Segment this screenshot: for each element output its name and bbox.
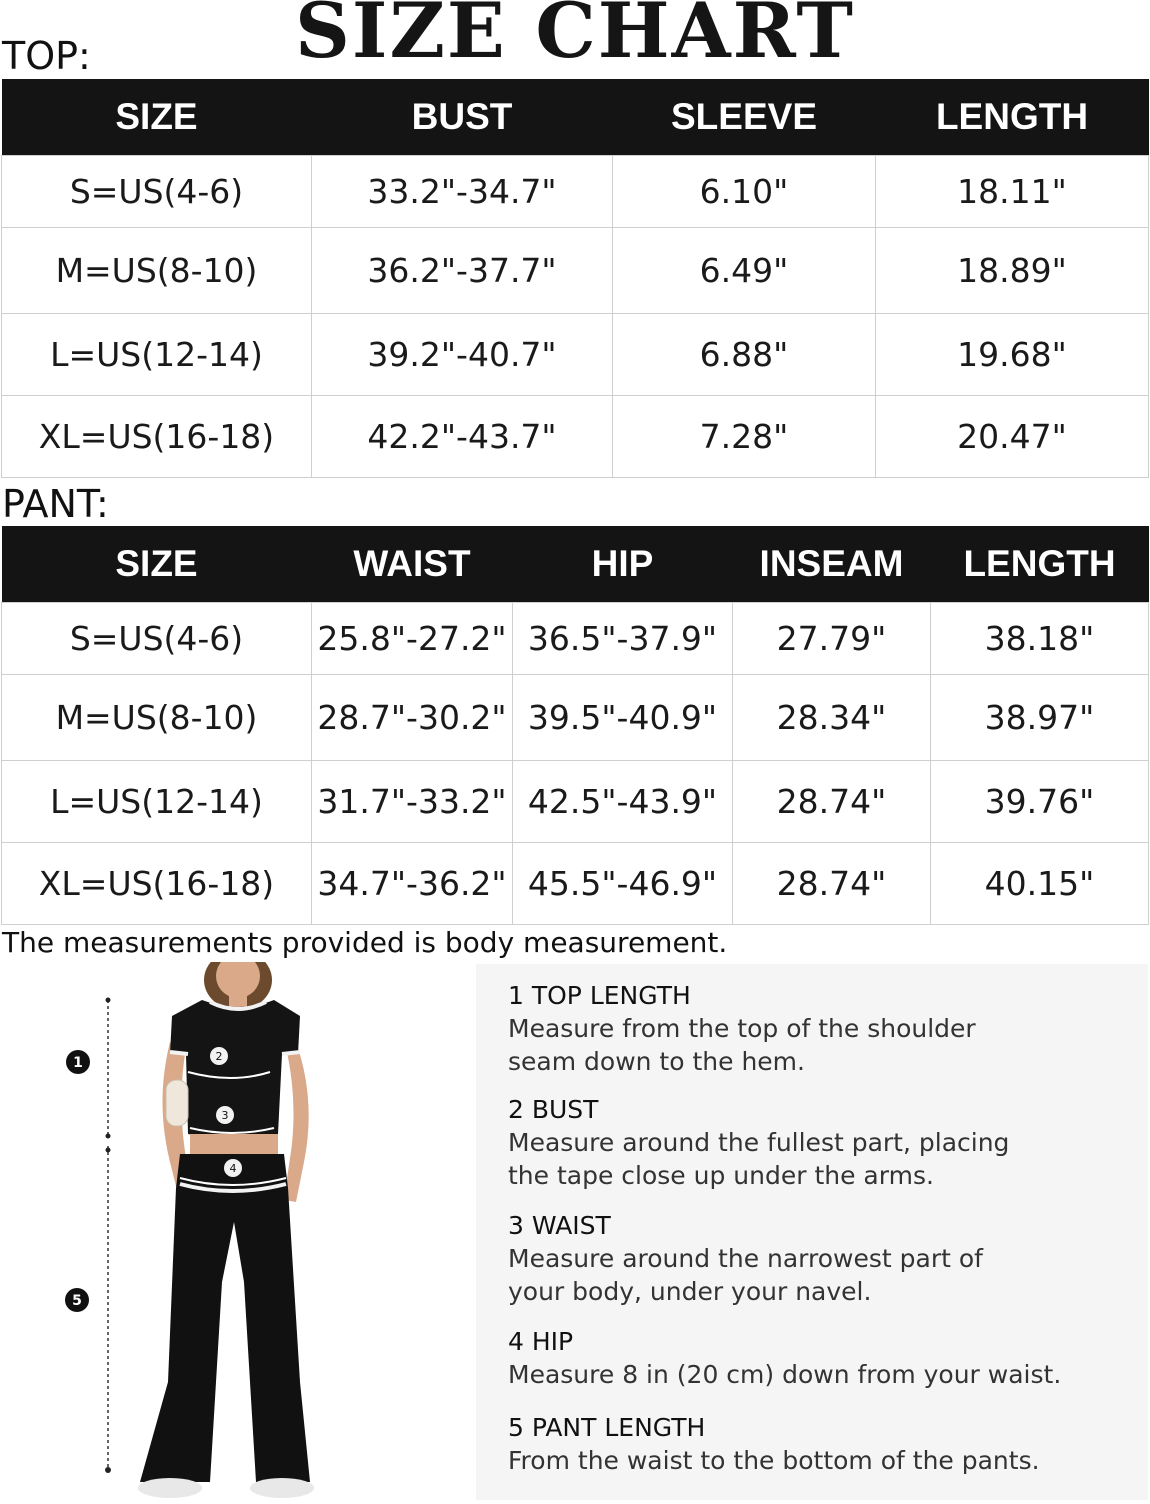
column-header: WAIST	[312, 526, 513, 603]
column-header: LENGTH	[876, 79, 1149, 156]
table-row	[2, 396, 1149, 478]
guide-description: Measure around the fullest part, placing	[508, 1128, 1010, 1157]
page-title: SIZE CHART	[295, 0, 855, 75]
table-cell: 45.5"-46.9"	[513, 843, 733, 925]
column-header: BUST	[312, 79, 613, 156]
table-row	[2, 761, 1149, 843]
guide-description: Measure 8 in (20 cm) down from your waist.	[508, 1360, 1062, 1389]
table-cell: 31.7"-33.2"	[312, 761, 513, 843]
table-row	[2, 843, 1149, 925]
column-header: INSEAM	[733, 526, 931, 603]
table-row	[2, 675, 1149, 761]
table-cell: 6.49"	[613, 228, 876, 314]
table-cell: 38.18"	[931, 603, 1149, 675]
guide-heading: 5 PANT LENGTH	[508, 1413, 706, 1442]
table-cell: L=US(12-14)	[2, 761, 312, 843]
guide-description: seam down to the hem.	[508, 1047, 805, 1076]
table-cell: 33.2"-34.7"	[312, 156, 613, 228]
guide-heading: 1 TOP LENGTH	[508, 981, 691, 1010]
guide-description: From the waist to the bottom of the pants.	[508, 1446, 1040, 1475]
guide-heading: 2 BUST	[508, 1095, 599, 1124]
guide-item-waist	[508, 1210, 1108, 1308]
table-cell: 36.2"-37.7"	[312, 228, 613, 314]
column-header: LENGTH	[931, 526, 1149, 603]
table-cell: S=US(4-6)	[2, 156, 312, 228]
table-cell: 42.5"-43.9"	[513, 761, 733, 843]
guide-description: the tape close up under the arms.	[508, 1161, 934, 1190]
pant-section-label: PANT:	[2, 482, 109, 526]
guide-description: Measure from the top of the shoulder	[508, 1014, 976, 1043]
table-cell: 28.74"	[733, 761, 931, 843]
guide-item-top-length	[508, 980, 1108, 1078]
table-cell: XL=US(16-18)	[2, 843, 312, 925]
guide-heading: 3 WAIST	[508, 1211, 611, 1240]
table-cell: 28.34"	[733, 675, 931, 761]
top-size-table	[1, 79, 1149, 478]
marker-5: 5	[72, 1293, 82, 1309]
table-cell: L=US(12-14)	[2, 314, 312, 396]
table-cell: 34.7"-36.2"	[312, 843, 513, 925]
table-cell: 36.5"-37.9"	[513, 603, 733, 675]
column-header: HIP	[513, 526, 733, 603]
table-cell: 40.15"	[931, 843, 1149, 925]
guide-item-pant-length	[508, 1412, 1108, 1477]
table-cell: 39.2"-40.7"	[312, 314, 613, 396]
guide-description: Measure around the narrowest part of	[508, 1244, 983, 1273]
top-section-label: TOP:	[2, 34, 91, 78]
model-figure	[20, 962, 450, 1500]
table-cell: 6.10"	[613, 156, 876, 228]
table-cell: XL=US(16-18)	[2, 396, 312, 478]
guide-heading: 4 HIP	[508, 1327, 574, 1356]
guide-description: your body, under your navel.	[508, 1277, 872, 1306]
table-cell: 42.2"-43.7"	[312, 396, 613, 478]
table-cell: 39.5"-40.9"	[513, 675, 733, 761]
column-header: SLEEVE	[613, 79, 876, 156]
table-row	[2, 156, 1149, 228]
table-cell: 38.97"	[931, 675, 1149, 761]
measurement-guide	[476, 964, 1148, 1500]
table-header-row	[2, 526, 1149, 603]
guide-item-bust	[508, 1094, 1108, 1192]
table-row	[2, 228, 1149, 314]
table-cell: S=US(4-6)	[2, 603, 312, 675]
table-cell: 28.74"	[733, 843, 931, 925]
model-illustration	[20, 962, 450, 1500]
table-cell: M=US(8-10)	[2, 675, 312, 761]
table-cell: 27.79"	[733, 603, 931, 675]
guide-item-hip	[508, 1326, 1108, 1391]
measurement-note: The measurements provided is body measurement.	[2, 926, 728, 959]
table-cell: 18.11"	[876, 156, 1149, 228]
table-cell: M=US(8-10)	[2, 228, 312, 314]
table-cell: 39.76"	[931, 761, 1149, 843]
marker-2: 2	[215, 1050, 223, 1063]
table-row	[2, 314, 1149, 396]
marker-1: 1	[73, 1055, 83, 1071]
column-header: SIZE	[2, 526, 312, 603]
marker-3: 3	[221, 1109, 229, 1122]
marker-4: 4	[229, 1162, 237, 1175]
table-header-row	[2, 79, 1149, 156]
table-cell: 18.89"	[876, 228, 1149, 314]
table-cell: 20.47"	[876, 396, 1149, 478]
table-cell: 19.68"	[876, 314, 1149, 396]
column-header: SIZE	[2, 79, 312, 156]
pant-size-table	[1, 526, 1149, 925]
table-cell: 25.8"-27.2"	[312, 603, 513, 675]
table-cell: 6.88"	[613, 314, 876, 396]
table-cell: 28.7"-30.2"	[312, 675, 513, 761]
table-row	[2, 603, 1149, 675]
table-cell: 7.28"	[613, 396, 876, 478]
